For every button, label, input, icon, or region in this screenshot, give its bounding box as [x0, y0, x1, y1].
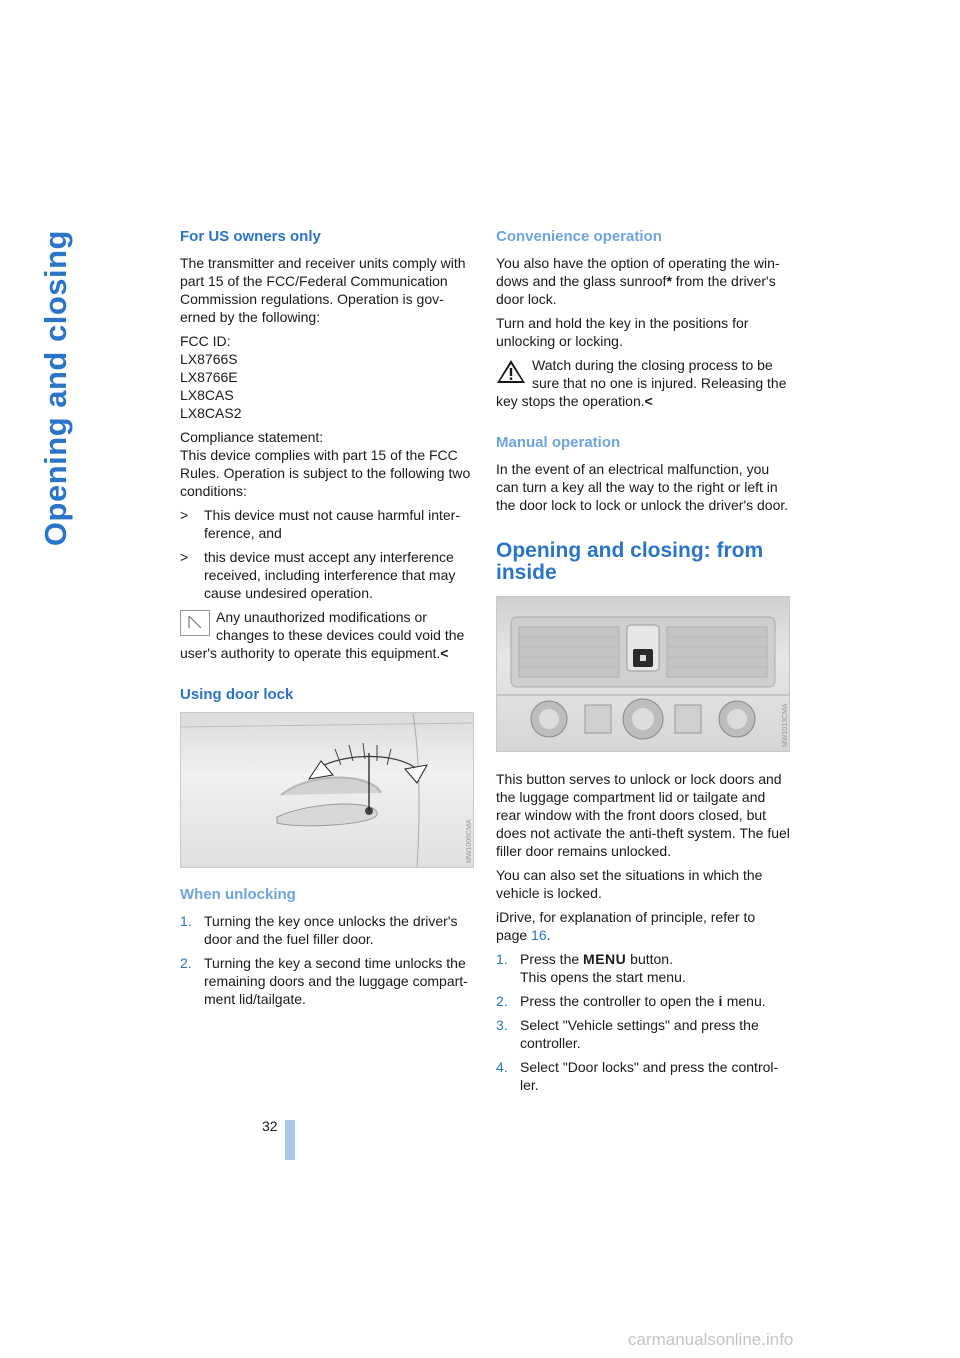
compliance-text: This device complies with part 15 of the FCC Rules. Operation is subject to the following two conditions: [180, 447, 471, 499]
page-marker-bar [285, 1120, 295, 1160]
paragraph-button-function: This button serves to unlock or lock doors and the luggage compartment lid or tailgate and rear window with the front doors closed, but does not activate the anti-theft system. The fuel filler door remains unlocked. [496, 771, 790, 859]
step-number: 1. [180, 913, 192, 929]
fcc-line: LX8766S [180, 351, 238, 367]
warning-tail: key stops the operation.< [496, 393, 653, 409]
end-mark: < [440, 645, 449, 661]
step-text: Select "Door locks" and press the control-ler. [520, 1059, 779, 1093]
side-section-title: Opening and closing [38, 230, 73, 547]
compliance-statement [180, 428, 474, 500]
step-number: 4. [496, 1059, 508, 1075]
paragraph-situations: You can also set the situations in which the vehicle is locked. [496, 867, 763, 901]
paragraph-fcc-intro: The transmitter and receiver units comply with part 15 of the FCC/Federal Communication Commission regulations. Operation is gov-erned by the following: [180, 255, 466, 325]
menu-step [496, 1016, 790, 1052]
fcc-line: LX8766E [180, 369, 238, 385]
fcc-line: FCC ID: [180, 333, 231, 349]
warning-icon [496, 358, 526, 384]
page-link[interactable]: 16 [531, 927, 547, 943]
note-box [180, 608, 474, 662]
bullet-text: this device must accept any interference received, including interference that may cause undesired operation. [204, 549, 456, 601]
paragraph-idrive-reference: iDrive, for explanation of principle, refer to page 16. [496, 909, 756, 943]
heading-when-unlocking: When unlocking [180, 886, 296, 903]
compliance-title: Compliance statement: [180, 429, 324, 445]
heading-us-owners: For US owners only [180, 228, 321, 245]
step-text: Select "Vehicle settings" and press the controller. [520, 1017, 759, 1051]
heading-manual-operation: Manual operation [496, 434, 621, 451]
fcc-line: LX8CAS [180, 387, 234, 403]
image-code: MW1006CMA [466, 819, 473, 863]
step-text: Turning the key once unlocks the driver's door and the fuel filler door. [204, 913, 458, 947]
warning-text: Watch during the closing process to be sure that no one is injured. Releasing the [532, 357, 787, 391]
paragraph-manual: In the event of an electrical malfunction, you can turn a key all the way to the right or left in the door lock to lock or unlock the driver's door. [496, 461, 789, 513]
fcc-line: LX8CAS2 [180, 405, 242, 421]
end-mark: < [644, 393, 653, 409]
bullet-marker: > [180, 507, 189, 523]
step-number: 3. [496, 1017, 508, 1033]
left-column [180, 228, 474, 1014]
unlock-step [180, 954, 474, 1008]
paragraph-convenience-1: You also have the option of operating the win-dows and the glass sunroof* from the driver's door lock. [496, 255, 780, 307]
menu-step [496, 1058, 790, 1094]
step-number: 1. [496, 951, 508, 967]
step-number: 2. [496, 993, 508, 1009]
step-text: Turning the key a second time unlocks the remaining doors and the luggage compart-ment lid/tailgate. [204, 955, 468, 1007]
heading-door-lock: Using door lock [180, 686, 294, 703]
step-text: Press the controller to open the i menu. [520, 993, 766, 1009]
step-text: Press the MENU button. This opens the start menu. [520, 951, 686, 985]
unlock-step [180, 912, 474, 948]
menu-step [496, 950, 790, 986]
page-number: 32 [262, 1118, 278, 1134]
heading-opening-inside: Opening and closing: from inside [496, 539, 764, 584]
right-column [496, 228, 790, 1100]
central-lock-button-image [496, 596, 790, 752]
paragraph-convenience-2: Turn and hold the key in the positions for unlocking or locking. [496, 315, 749, 349]
bullet-text: This device must not cause harmful inter-ference, and [204, 507, 460, 541]
note-icon [180, 610, 210, 636]
menu-step [496, 992, 790, 1010]
bullet-item [180, 548, 474, 602]
heading-convenience: Convenience operation [496, 228, 662, 245]
door-handle-image [180, 712, 474, 868]
door-lock-illustration [181, 713, 473, 867]
step-number: 2. [180, 955, 192, 971]
optional-star: * [666, 273, 672, 289]
bullet-marker: > [180, 549, 189, 565]
note-tail: user's authority to operate this equipment.< [180, 645, 449, 661]
note-text: Any unauthorized modifications or changes to these devices could void the [216, 609, 465, 643]
site-watermark: carmanualsonline.info [628, 1330, 794, 1349]
info-menu-icon: i [718, 993, 723, 1009]
center-console-illustration [497, 597, 789, 751]
bullet-item [180, 506, 474, 542]
warning-box [496, 356, 790, 410]
menu-button-symbol: MENU [583, 951, 627, 967]
fcc-id-list [180, 332, 474, 422]
image-code: MW1013CMA [782, 703, 789, 747]
